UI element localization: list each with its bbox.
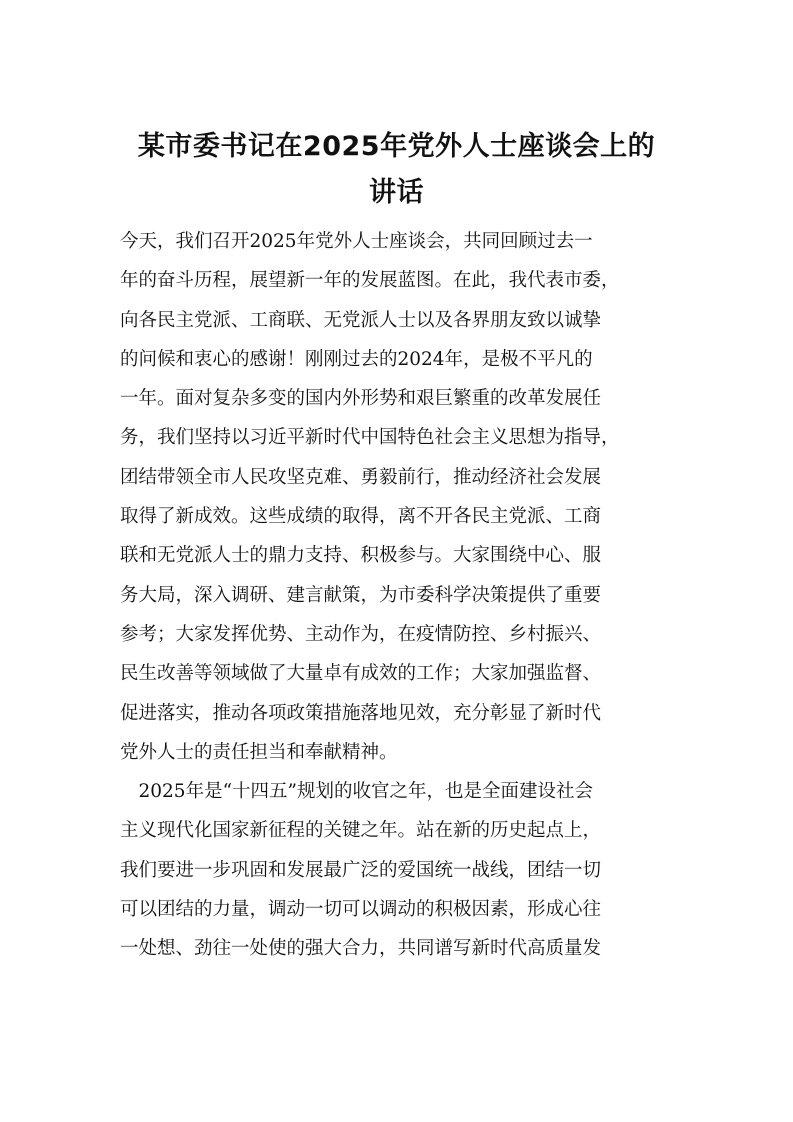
text-line: 党外人士的责任担当和奉献精神。 — [120, 741, 398, 763]
text-line: 参考；大家发挥优势、主动作为，在疫情防控、乡村振兴、 — [120, 623, 602, 645]
text-line: 年的奋斗历程，展望新一年的发展蓝图。在此，我代表市委， — [120, 270, 620, 292]
text-line: 联和无党派人士的鼎力支持、积极参与。大家围绕中心、服 — [120, 545, 602, 567]
text-line: 务，我们坚持以习近平新时代中国特色社会主义思想为指导， — [120, 427, 620, 449]
text-line: 的问候和衷心的感谢！刚刚过去的2024年，是极不平凡的 — [120, 348, 593, 370]
text-line: 主义现代化国家新征程的关键之年。站在新的历史起点上， — [120, 820, 602, 842]
text-line: 民生改善等领域做了大量卓有成效的工作；大家加强监督、 — [120, 663, 602, 685]
text-line: 向各民主党派、工商联、无党派人士以及各界朋友致以诚挚 — [120, 309, 602, 331]
paragraph-1 — [120, 222, 680, 772]
text-line: 我们要进一步巩固和发展最广泛的爱国统一战线，团结一切 — [120, 859, 602, 881]
text-line: 团结带领全市人民攻坚克难、勇毅前行，推动经济社会发展 — [120, 466, 602, 488]
text-line: 务大局，深入调研、建言献策，为市委科学决策提供了重要 — [120, 584, 602, 606]
text-line: 可以团结的力量，调动一切可以调动的积极因素，形成心往 — [120, 899, 602, 921]
text-line: 取得了新成效。这些成绩的取得，离不开各民主党派、工商 — [120, 506, 602, 528]
text-line: 一年。面对复杂多变的国内外形势和艰巨繁重的改革发展任 — [120, 388, 602, 410]
text-line: 一处想、劲往一处使的强大合力，共同谱写新时代高质量发 — [120, 938, 602, 960]
text-line: 促进落实，推动各项政策措施落地见效，充分彰显了新时代 — [120, 702, 602, 724]
title-line: 某市委书记在2025年党外人士座谈会上的 — [137, 131, 656, 162]
document-body — [120, 222, 680, 969]
title-line: 讲话 — [369, 177, 424, 208]
text-line: 今天，我们召开2025年党外人士座谈会，共同回顾过去一 — [120, 231, 593, 252]
document-title — [100, 124, 693, 216]
text-line: 2025年是“十四五”规划的收官之年，也是全面建设社会 — [120, 781, 593, 803]
paragraph-2 — [120, 772, 680, 968]
